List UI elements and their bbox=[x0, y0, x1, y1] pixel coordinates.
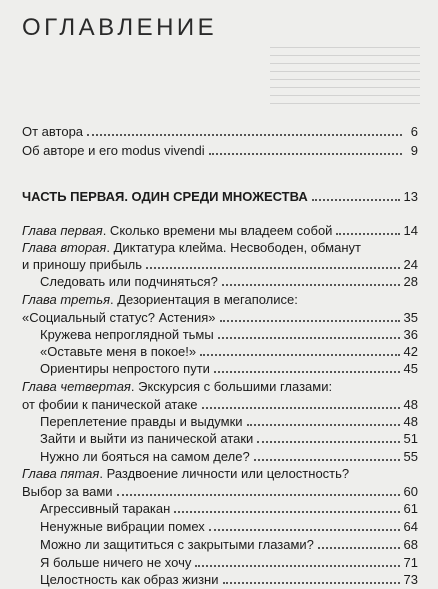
section-title: Нужно ли бояться на самом деле? bbox=[40, 449, 250, 464]
toc-chapter-3[interactable] bbox=[22, 290, 298, 309]
dot-leader bbox=[220, 319, 400, 322]
chapter-title-cont: Выбор за вами bbox=[22, 484, 113, 499]
dot-leader bbox=[174, 510, 399, 513]
section-title: «Оставьте меня в покое!» bbox=[40, 344, 197, 359]
toc-page-number: 14 bbox=[403, 223, 418, 238]
toc-page-number: 24 bbox=[403, 257, 418, 272]
section-title: Я больше ничего не хочу bbox=[40, 555, 192, 570]
toc-page-number: 68 bbox=[403, 537, 418, 552]
section-title: Зайти и выйти из панической атаки bbox=[40, 431, 254, 446]
toc-section[interactable] bbox=[40, 499, 418, 518]
section-title: Кружева непроглядной тьмы bbox=[40, 327, 214, 342]
toc-chapter-4[interactable] bbox=[22, 377, 332, 396]
toc-page-number: 48 bbox=[403, 414, 418, 429]
dot-leader bbox=[336, 232, 399, 235]
chapter-title-cont: от фобии к панической атаке bbox=[22, 397, 198, 412]
chapter-title: . Экскурсия с большими глазами: bbox=[130, 379, 333, 394]
section-title: Ненужные вибрации помех bbox=[40, 519, 205, 534]
toc-section[interactable] bbox=[40, 429, 418, 448]
chapter-label: Глава третья bbox=[22, 292, 111, 307]
toc-chapter-5[interactable] bbox=[22, 464, 349, 483]
chapter-title-cont: и приношу прибыль bbox=[22, 257, 143, 272]
toc-page-number: 64 bbox=[403, 519, 418, 534]
section-title: Ориентиры непростого пути bbox=[40, 361, 210, 376]
toc-page-number: 55 bbox=[403, 449, 418, 464]
toc-part-one[interactable] bbox=[22, 187, 418, 206]
toc-page-number: 6 bbox=[410, 124, 418, 139]
toc-page-number: 51 bbox=[403, 431, 418, 446]
toc-section[interactable] bbox=[40, 517, 418, 536]
dot-leader bbox=[254, 458, 400, 461]
chapter-label: Глава пятая bbox=[22, 466, 100, 481]
chapter-title: . Диктатура клейма. Несвободен, обманут bbox=[106, 240, 361, 255]
dot-leader bbox=[202, 406, 400, 409]
toc-section[interactable] bbox=[40, 272, 418, 291]
dot-leader bbox=[218, 336, 400, 339]
toc-page-number: 35 bbox=[403, 310, 418, 325]
chapter-title: . Сколько времени мы владеем собой bbox=[102, 223, 333, 238]
toc-page-number: 13 bbox=[403, 189, 418, 204]
dot-leader bbox=[312, 198, 400, 201]
toc-entry-from-author[interactable] bbox=[22, 122, 418, 141]
toc-entry-title: От автора bbox=[22, 124, 84, 139]
section-title: Агрессивный таракан bbox=[40, 501, 171, 516]
section-title: Переплетение правды и выдумки bbox=[40, 414, 243, 429]
section-title: Целостность как образ жизни bbox=[40, 572, 219, 587]
dot-leader bbox=[223, 581, 400, 584]
toc-page-number: 9 bbox=[410, 143, 418, 158]
toc-page-number: 45 bbox=[403, 361, 418, 376]
toc-page-number: 42 bbox=[403, 344, 418, 359]
dot-leader bbox=[146, 266, 399, 269]
dot-leader bbox=[200, 353, 399, 356]
dot-leader bbox=[195, 564, 399, 567]
toc-part-title: ЧАСТЬ ПЕРВАЯ. ОДИН СРЕДИ МНОЖЕСТВА bbox=[22, 189, 308, 204]
dot-leader bbox=[87, 133, 402, 136]
dot-leader bbox=[209, 528, 400, 531]
chapter-title: . Раздвоение личности или целостность? bbox=[99, 466, 350, 481]
toc-page-number: 28 bbox=[403, 274, 418, 289]
chapter-label: Глава четвертая bbox=[22, 379, 131, 394]
dot-leader bbox=[318, 546, 400, 549]
bleed-through-text bbox=[270, 40, 420, 106]
toc-section[interactable] bbox=[40, 359, 418, 378]
toc-section[interactable] bbox=[40, 535, 418, 554]
chapter-label: Глава вторая bbox=[22, 240, 107, 255]
dot-leader bbox=[214, 370, 400, 373]
toc-entry-title: Об авторе и его modus vivendi bbox=[22, 143, 205, 158]
toc-page-number: 73 bbox=[403, 572, 418, 587]
dot-leader bbox=[257, 440, 399, 443]
section-title: Можно ли защититься с закрытыми глазами? bbox=[40, 537, 314, 552]
toc-page-number: 61 bbox=[403, 501, 418, 516]
toc-heading: ОГЛАВЛЕНИЕ bbox=[22, 14, 218, 41]
section-title: Следовать или подчиняться? bbox=[40, 274, 218, 289]
chapter-title-cont: «Социальный статус? Астения» bbox=[22, 310, 216, 325]
chapter-label: Глава первая bbox=[22, 223, 103, 238]
toc-page-number: 48 bbox=[403, 397, 418, 412]
dot-leader bbox=[117, 493, 400, 496]
dot-leader bbox=[247, 423, 400, 426]
toc-page-number: 71 bbox=[403, 555, 418, 570]
chapter-title: . Дезориентация в мегаполисе: bbox=[110, 292, 298, 307]
dot-leader bbox=[209, 152, 402, 155]
toc-page-number: 36 bbox=[403, 327, 418, 342]
dot-leader bbox=[222, 283, 400, 286]
toc-entry-about-author[interactable] bbox=[22, 141, 418, 160]
toc-page-number: 60 bbox=[403, 484, 418, 499]
toc-section[interactable] bbox=[40, 570, 418, 589]
